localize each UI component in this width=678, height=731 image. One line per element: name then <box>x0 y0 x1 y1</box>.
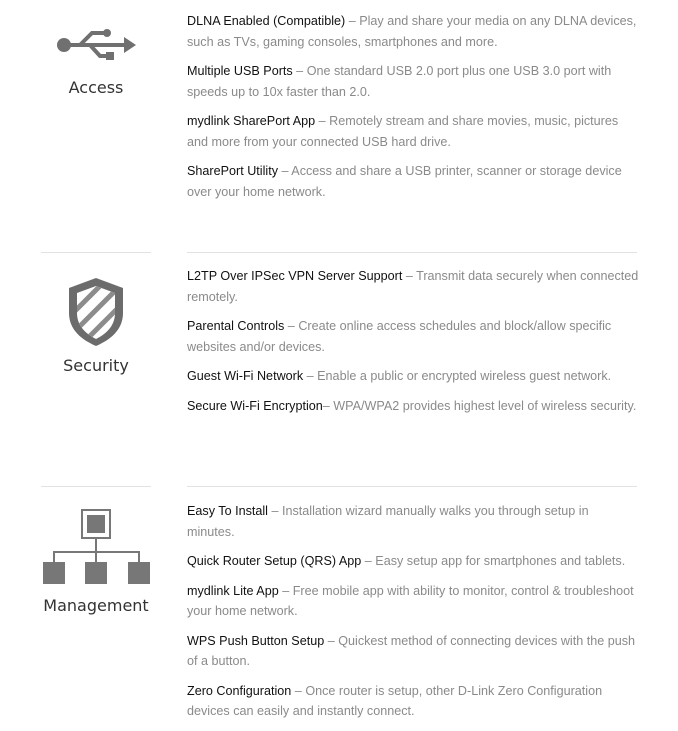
feature-item: Parental Controls – Create online access schedules and block/allow specific websites and/or devices. <box>187 319 612 354</box>
feature-item: Zero Configuration – Once router is setup, other D-Link Zero Configuration devices can easily and instantly connect. <box>187 683 603 718</box>
feature-item: Guest Wi-Fi Network – Enable a public or encrypted wireless guest network. <box>187 369 612 383</box>
feature-item: mydlink SharePort App – Remotely stream and share movies, music, pictures and more from your connected USB hard drive. <box>187 114 619 149</box>
feature-item: Multiple USB Ports – One standard USB 2.0 port plus one USB 3.0 port with speeds up to 10x faster than 2.0. <box>187 64 612 99</box>
feature-item: DLNA Enabled (Compatible) – Play and share your media on any DLNA devices, such as TVs, gaming consoles, smartphones and more. <box>187 14 637 49</box>
security-feature-list <box>187 266 639 425</box>
feature-item: Secure Wi-Fi Encryption– WPA/WPA2 provides highest level of wireless security. <box>187 398 637 413</box>
category-label-security: Security <box>63 356 129 375</box>
divider <box>187 486 637 487</box>
feature-item: L2TP Over IPSec VPN Server Support – Transmit data securely when connected remotely. <box>187 269 639 304</box>
divider <box>41 252 151 253</box>
category-label-access: Access <box>68 78 124 97</box>
feature-item: SharePort Utility – Access and share a USB printer, scanner or storage device over your home network. <box>187 164 622 199</box>
usb-icon <box>40 24 152 66</box>
access-feature-list <box>187 11 639 211</box>
category-label-management: Management <box>43 596 149 615</box>
feature-item: mydlink Lite App – Free mobile app with ability to monitor, control & troubleshoot your home network. <box>187 583 634 618</box>
feature-item: Quick Router Setup (QRS) App – Easy setup app for smartphones and tablets. <box>187 554 626 568</box>
shield-icon <box>40 276 152 346</box>
feature-item: WPS Push Button Setup – Quickest method of connecting devices with the push of a button. <box>187 633 636 668</box>
network-hierarchy-icon <box>40 508 152 586</box>
feature-item: Easy To Install – Installation wizard manually walks you through setup in minutes. <box>187 504 589 539</box>
divider <box>187 252 637 253</box>
management-feature-list <box>187 501 639 731</box>
divider <box>41 486 151 487</box>
